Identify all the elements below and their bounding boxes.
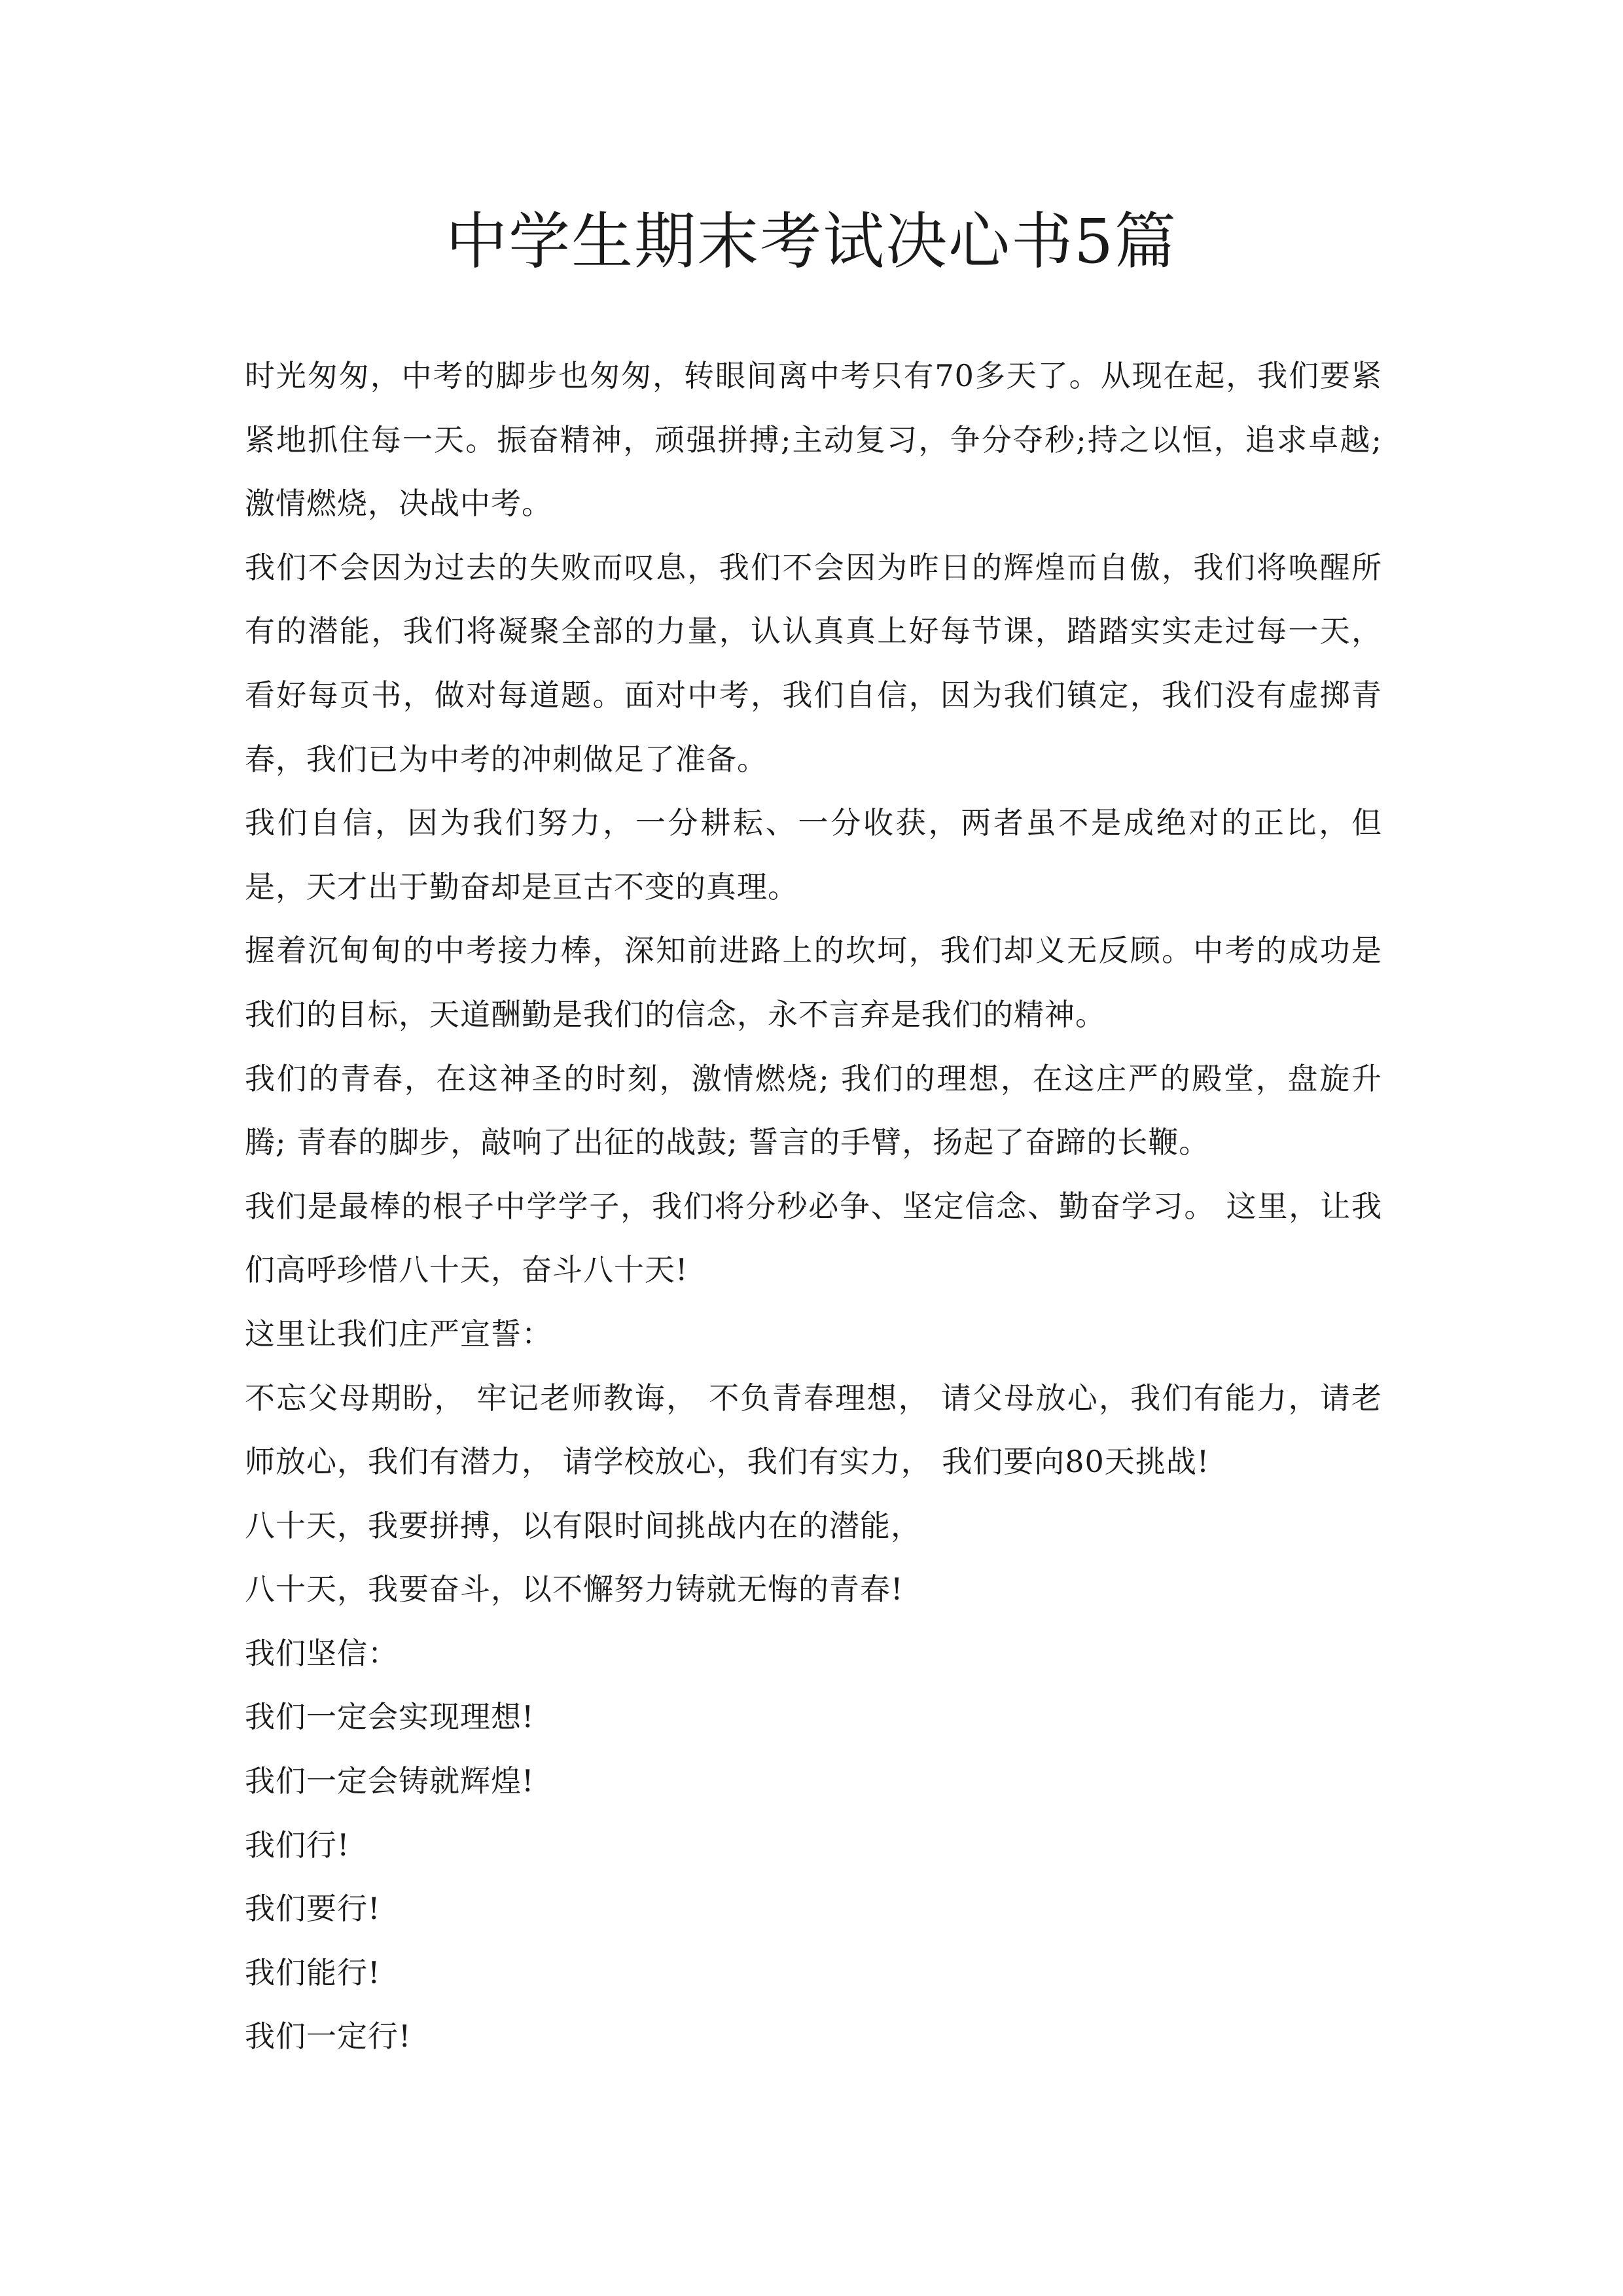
- paragraph: 这里让我们庄严宣誓：: [245, 1316, 552, 1352]
- paragraph: 我们要行!: [245, 1891, 381, 1927]
- document-title: 中学生期末考试决心书5篇: [446, 206, 1177, 278]
- paragraph: 我们坚信：: [245, 1635, 399, 1671]
- paragraph: 我们一定会实现理想!: [245, 1699, 535, 1735]
- paragraph: 我们行!: [245, 1827, 350, 1863]
- paragraph: 八十天，我要拼搏，以有限时间挑战内在的潜能，: [245, 1507, 921, 1543]
- paragraph: 我们的青春，在这神圣的时刻，激情燃烧; 我们的理想，在这庄严的殿堂，盘旋升腾; 青春的脚步，敲响了出征的战鼓; 誓言的手臂，扬起了奋蹄的长鞭。: [245, 1060, 1382, 1160]
- paragraph: 时光匆匆，中考的脚步也匆匆，转眼间离中考只有70多天了。从现在起，我们要紧紧地抓住每一天。振奋精神，顽强拼搏;主动复习，争分夺秒;持之以恒，追求卓越;激情燃烧，决战中考。: [245, 358, 1382, 522]
- paragraph: 我们是最棒的根子中学学子，我们将分秒必争、坚定信念、勤奋学习。 这里，让我们高呼珍惜八十天，奋斗八十天!: [245, 1188, 1382, 1288]
- paragraph: 我们能行!: [245, 1954, 381, 1990]
- document-body: [245, 344, 1382, 2069]
- paragraph: 我们自信，因为我们努力，一分耕耘、一分收获，两者虽不是成绝对的正比，但是，天才出于勤奋却是亘古不变的真理。: [245, 805, 1382, 905]
- paragraph: 八十天，我要奋斗，以不懈努力铸就无悔的青春!: [245, 1571, 904, 1607]
- paragraph: 我们一定会铸就辉煌!: [245, 1763, 535, 1799]
- paragraph: 我们不会因为过去的失败而叹息，我们不会因为昨日的辉煌而自傲，我们将唤醒所有的潜能，我们将凝聚全部的力量，认认真真上好每节课，踏踏实实走过每一天，看好每页书，做对每道题。面对中考，我们自信，因为我们镇定，我们没有虚掷青春，我们已为中考的冲刺做足了准备。: [245, 549, 1382, 777]
- paragraph: 不忘父母期盼， 牢记老师教诲， 不负青春理想， 请父母放心，我们有能力，请老师放心，我们有潜力， 请学校放心，我们有实力， 我们要向80天挑战!: [245, 1380, 1382, 1480]
- paragraph: 握着沉甸甸的中考接力棒，深知前进路上的坎坷，我们却义无反顾。中考的成功是我们的目标，天道酬勤是我们的信念，永不言弃是我们的精神。: [245, 933, 1382, 1032]
- paragraph: 我们一定行!: [245, 2018, 412, 2054]
